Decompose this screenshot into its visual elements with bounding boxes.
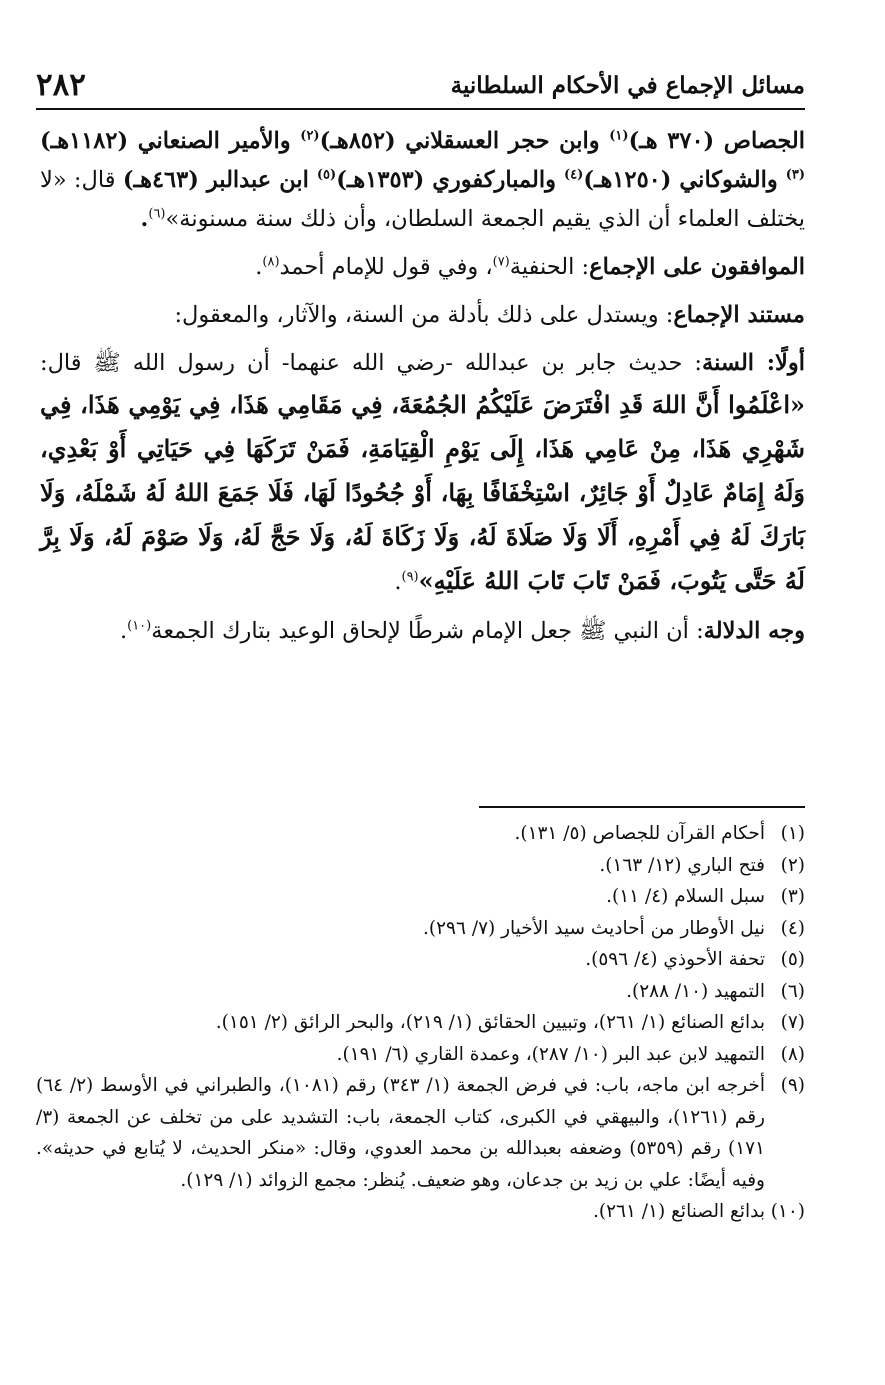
text-segment: والأمير الصنعاني (١١٨٢هـ)	[40, 128, 301, 154]
paragraph-consensus-list	[40, 122, 805, 239]
footnote-number: (٢)	[780, 854, 805, 876]
footnote-number: (٧)	[780, 1012, 805, 1033]
paragraph-basis	[40, 296, 805, 335]
text-segment: وابن حجر العسقلاني (٨٥٢هـ)	[319, 128, 610, 154]
section-label: وجه الدلالة	[703, 618, 805, 644]
footnote-ref[interactable]: (٥)	[316, 167, 337, 183]
text-segment: .	[140, 206, 149, 232]
footnote-ref[interactable]: (٢)	[300, 128, 320, 144]
footnote-item	[36, 1070, 805, 1196]
footnote-item	[36, 850, 805, 882]
text-segment: .	[255, 254, 263, 280]
text-segment: : حديث جابر بن عبدالله -رضي الله عنهما- أن رسول الله ﷺ قال:	[40, 350, 703, 376]
footnote-item	[36, 818, 805, 850]
footnote-text: التمهيد (١٠/ ٢٨٨).	[626, 980, 765, 1002]
text-segment: ابن عبدالبر (٤٦٣هـ)	[122, 167, 317, 193]
footnote-number: (٨)	[780, 1043, 805, 1065]
text-segment: ، وفي قول للإمام أحمد	[279, 254, 493, 280]
text-segment: والمباركفوري (١٣٥٣هـ)	[336, 167, 565, 193]
paragraph-indication	[40, 612, 805, 651]
section-label: مستند الإجماع	[673, 302, 805, 328]
footnote-item	[36, 1196, 805, 1228]
footnote-text: بدائع الصنائع (١/ ٢٦١).	[593, 1201, 765, 1222]
text-segment: : أن النبي ﷺ جعل الإمام شرطًا لإلحاق الوعيد بتارك الجمعة	[151, 618, 704, 644]
footnote-ref[interactable]: (٦)	[148, 206, 166, 222]
main-text	[40, 122, 805, 651]
paragraph-sunnah	[40, 344, 805, 603]
footnote-text: نيل الأوطار من أحاديث سيد الأخيار (٧/ ٢٩٦).	[423, 917, 765, 939]
footnote-item	[36, 1039, 805, 1071]
footnote-number: (٦)	[780, 980, 805, 1002]
section-label: أولًا: السنة	[702, 350, 805, 376]
section-label: الموافقون على الإجماع	[589, 254, 805, 280]
footnote-text: سبل السلام (٤/ ١١).	[606, 886, 765, 907]
text-segment: الجصاص (٣٧٠ هـ)	[628, 128, 806, 154]
footnote-number: (٩)	[780, 1075, 805, 1096]
footnote-item	[36, 976, 805, 1008]
running-title: مسائل الإجماع في الأحكام السلطانية	[450, 71, 805, 99]
footnote-text: تحفة الأحوذي (٤/ ٥٩٦).	[585, 949, 765, 970]
footnote-ref[interactable]: (٨)	[262, 254, 280, 270]
footnote-ref[interactable]: (٧)	[492, 254, 510, 270]
footnote-item	[36, 1007, 805, 1039]
page-number: ٢٨٢	[36, 67, 86, 103]
footnote-ref[interactable]: (١)	[609, 128, 629, 144]
footnote-item	[36, 881, 805, 913]
page-header	[36, 62, 805, 110]
footnote-number: (١٠)	[770, 1201, 805, 1222]
footnote-ref[interactable]: (٣)	[785, 167, 805, 183]
quote-text: قال: «لا يختلف العلماء أن الذي يقيم الجمعة السلطان، وأن ذلك سنة مسنونة»	[40, 167, 805, 232]
footnote-text: فتح الباري (١٢/ ١٦٣).	[599, 854, 765, 876]
text-segment: والشوكاني (١٢٥٠هـ)	[583, 167, 786, 193]
footnote-number: (٣)	[780, 886, 805, 907]
footnote-number: (٤)	[780, 917, 805, 939]
footnote-ref[interactable]: (١٠)	[127, 618, 152, 634]
footnote-text: بدائع الصنائع (١/ ٢٦١)، وتبيين الحقائق (١/ ٢١٩)، والبحر الرائق (٢/ ١٥١).	[215, 1012, 765, 1033]
footnote-separator	[479, 806, 805, 808]
footnote-ref[interactable]: (٩)	[401, 569, 419, 585]
hadith-text: «اعْلَمُوا أَنَّ اللهَ قَدِ افْتَرَضَ عَلَيْكُمُ الجُمُعَةَ، فِي مَقَامِي هَذَا، فِي يَوْمِي هَذَا، فِي شَهْرِي هَذَا، مِنْ عَامِي هَذَا، إِلَى يَوْمِ الْقِيَامَةِ، فَمَنْ تَرَكَهَا فِي حَيَاتِي أَوْ بَعْدِي، وَلَهُ إِمَامٌ عَادِلٌ أَوْ جَائِرٌ، اسْتِخْفَافًا بِهَا، أَوْ جُحُودًا لَهَا، فَلَا جَمَعَ اللهُ لَهُ شَمْلَهُ، وَلَا بَارَكَ لَهُ فِي أَمْرِهِ، أَلَا وَلَا صَلَاةَ لَهُ، وَلَا زَكَاةَ لَهُ، وَلَا حَجَّ لَهُ، وَلَا صَوْمَ لَهُ، وَلَا بِرَّ لَهُ حَتَّى يَتُوبَ، فَمَنْ تَابَ تَابَ اللهُ عَلَيْهِ»	[40, 390, 806, 595]
footnote-item	[36, 944, 805, 976]
text-segment: : ويستدل على ذلك بأدلة من السنة، والآثار، والمعقول:	[174, 302, 674, 328]
footnote-item	[36, 913, 805, 945]
text-segment: .	[119, 618, 128, 644]
footnote-ref[interactable]: (٤)	[564, 167, 584, 183]
paragraph-agreeing	[40, 248, 805, 287]
text-segment: .	[394, 569, 402, 595]
footnote-number: (١)	[780, 823, 805, 844]
footnote-text: أحكام القرآن للجصاص (٥/ ١٣١).	[514, 823, 765, 844]
text-segment: : الحنفية	[509, 254, 590, 280]
footnote-text: التمهيد لابن عبد البر (١٠/ ٢٨٧)، وعمدة القاري (٦/ ١٩١).	[336, 1043, 765, 1065]
footnotes	[36, 818, 805, 1228]
footnote-number: (٥)	[780, 949, 805, 970]
footnote-text: أخرجه ابن ماجه، باب: في فرض الجمعة (١/ ٣٤٣) رقم (١٠٨١)، والطبراني في الأوسط (٢/ ٦٤) رقم (١٢٦١)، والبيهقي في الكبرى، كتاب الجمعة، باب: التشديد على من تخلف عن الجمعة (٣/ ١٧١) رقم (٥٣٥٩) وضعفه بعبدالله بن محمد العدوي، وقال: «منكر الحديث، لا يُتابع في حديثه». وفيه أيضًا: علي بن زيد بن جدعان، وهو ضعيف. يُنظر: مجمع الزوائد (١/ ١٢٩).	[36, 1075, 765, 1191]
